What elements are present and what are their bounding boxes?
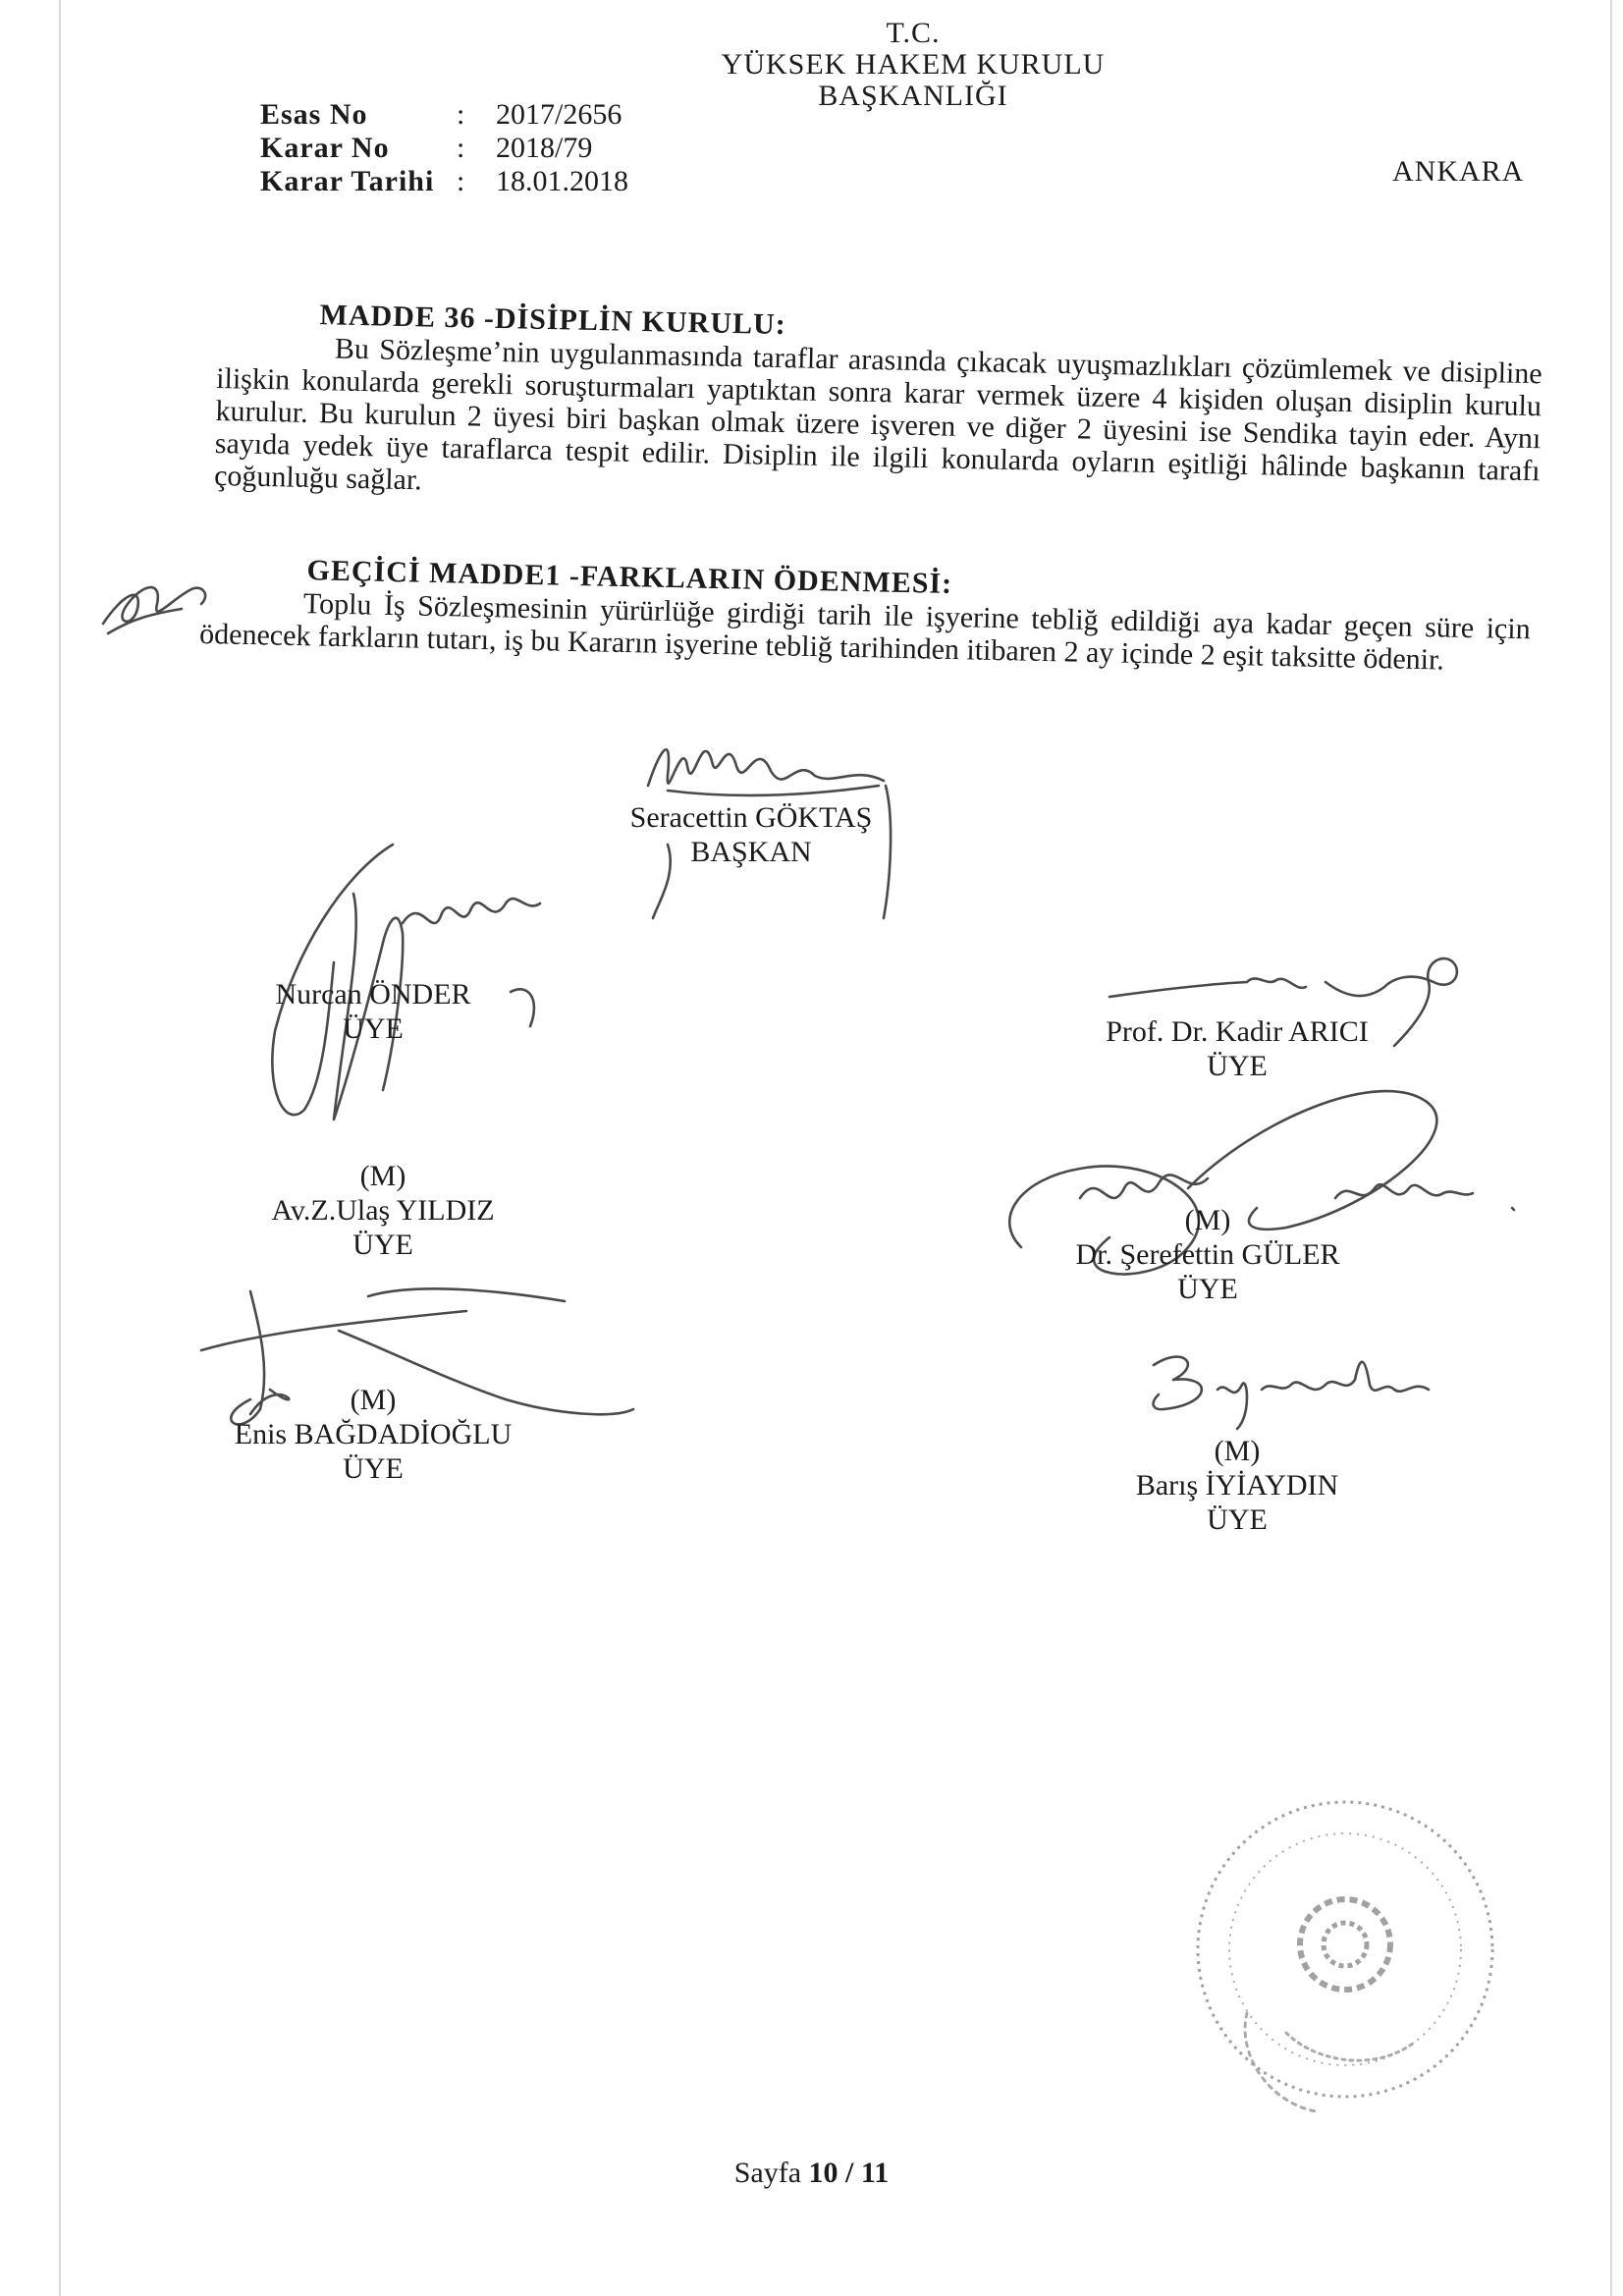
baris-signature: [1134, 1336, 1438, 1434]
serefettin-block: [1041, 1203, 1375, 1306]
serefettin-role: ÜYE: [1177, 1273, 1238, 1305]
kadir-role: ÜYE: [1207, 1050, 1268, 1082]
page-total: 11: [860, 2157, 890, 2189]
kadir-name: Prof. Dr. Kadir ARICI: [1106, 1015, 1369, 1048]
scan-right-edge: [1610, 0, 1612, 2296]
meta-label: Karar No: [260, 132, 390, 164]
baris-block: [1070, 1434, 1404, 1537]
official-seal-icon: [1178, 1787, 1512, 2121]
article-36-body: Bu Sözleşme’nin uygulanmasında taraflar arasında çıkacak uyuşmazlıkları çözümlemek ve disipline ilişkin konularda gerekli soruşturmaları yaptıktan sonra karar vermek üzere 4 kişiden oluşan disiplin kurulu kurulur. Bu kurulun 2 üyesi biri başkan olmak üzere işveren ve diğer 2 üyesini ise Sendika tayin eder. Aynı sayıda yedek üye taraflarca tespit edilir. Disiplin ile ilgili konularda oyların eşitliği hâlinde başkanın tarafı çoğunluğu sağlar.: [213, 332, 1542, 497]
header-board: YÜKSEK HAKEM KURULU: [721, 48, 1106, 81]
meta-row-esas: [260, 98, 628, 132]
nurcan-block: [245, 977, 501, 1046]
ulas-mark: (M): [359, 1160, 406, 1192]
margin-initials: [93, 565, 231, 643]
meta-value: 18.01.2018: [496, 165, 628, 197]
header-tc: T.C.: [886, 17, 941, 49]
serefettin-mark: (M): [1184, 1204, 1231, 1236]
meta-sep: :: [457, 132, 465, 164]
enis-name: Enis BAĞDADİOĞLU: [234, 1418, 513, 1450]
meta-value: 2017/2656: [496, 98, 622, 131]
chair-role: BAŞKAN: [690, 836, 812, 868]
nurcan-name: Nurcan ÖNDER: [275, 978, 471, 1011]
ulas-role: ÜYE: [352, 1229, 413, 1261]
enis-mark: (M): [350, 1384, 397, 1416]
meta-sep: :: [457, 165, 465, 197]
page-number: [0, 2157, 1623, 2190]
meta-value: 2018/79: [496, 132, 593, 164]
authority-header: [638, 18, 1188, 112]
enis-role: ÜYE: [343, 1452, 404, 1485]
scan-left-edge: [59, 0, 61, 2296]
ulas-block: [226, 1159, 540, 1262]
meta-label: Esas No: [260, 98, 368, 131]
baris-role: ÜYE: [1207, 1503, 1268, 1536]
serefettin-name: Dr. Şerefettin GÜLER: [1075, 1238, 1340, 1271]
chair-block: [589, 800, 913, 869]
city: ANKARA: [1392, 155, 1525, 188]
ulas-name: Av.Z.Ulaş YILDIZ: [271, 1194, 495, 1227]
article-36-title: MADDE 36 -DİSİPLİN KURULU:: [319, 299, 787, 342]
meta-row-tarih: [260, 165, 628, 198]
temporary-article: [199, 552, 1532, 678]
page-prefix: Sayfa: [733, 2157, 802, 2189]
nurcan-role: ÜYE: [343, 1012, 404, 1045]
meta-label: Karar Tarihi: [260, 165, 435, 197]
temporary-article-title: GEÇİCİ MADDE1 -FARKLARIN ÖDENMESİ:: [306, 554, 953, 601]
baris-mark: (M): [1214, 1435, 1261, 1467]
meta-sep: :: [457, 98, 465, 131]
meta-row-karar: [260, 132, 628, 165]
page-current: 10: [808, 2157, 839, 2189]
enis-block: [196, 1383, 550, 1486]
article-36: [214, 297, 1543, 519]
chair-name: Seracettin GÖKTAŞ: [629, 801, 873, 834]
temporary-article-body: Toplu İş Sözleşmesinin yürürlüğe girdiği tarih ile işyerine tebliğ edildiği aya kadar geçen süre için ödenecek farkların tutarı, iş bu Kararın işyerine tebliğ tarihinden itibaren 2 ay içinde 2 eşit taksitte ödenir.: [198, 587, 1531, 677]
case-meta: [260, 98, 628, 198]
page-separator: /: [845, 2157, 854, 2189]
baris-name: Barış İYİAYDIN: [1135, 1469, 1339, 1502]
header-presidency: BAŞKANLIĞI: [818, 80, 1008, 112]
